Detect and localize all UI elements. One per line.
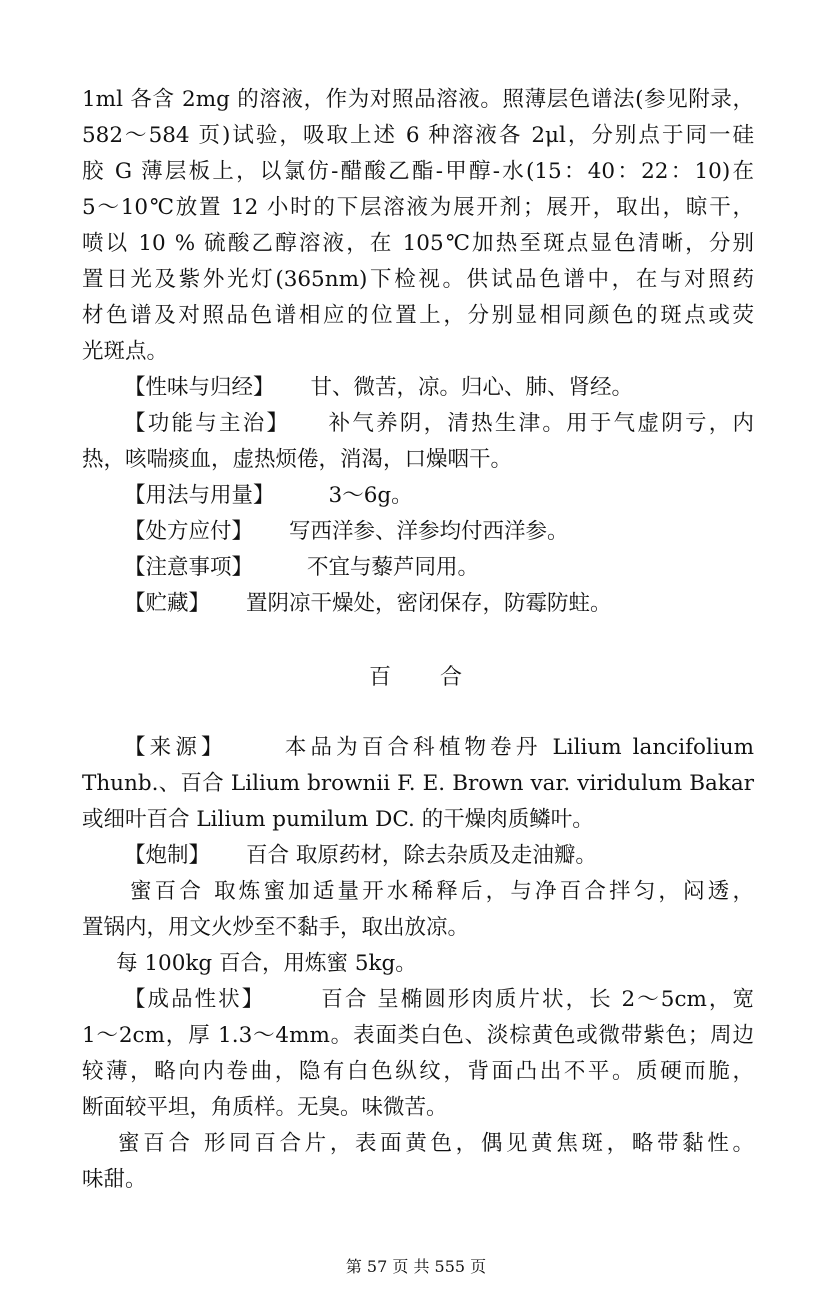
section-text: 不宜与藜芦同用。 <box>307 555 480 580</box>
page-title: 百 合 <box>368 665 464 690</box>
section-text: 置阴凉干燥处，密闭保存，防霉防蛀。 <box>246 591 612 616</box>
section-xingwei <box>124 370 754 406</box>
section-text: 补气养阴，清热生津。用于气虚阴亏，内 <box>326 411 754 436</box>
text-line: 胶 G 薄层板上，以氯仿-醋酸乙酯-甲醇-水(15：40：22：10)在 <box>82 159 754 184</box>
section-zhucang <box>124 586 754 622</box>
section-label: 【来源】 <box>124 735 227 760</box>
section-xingzhuang <box>124 982 754 1018</box>
section-paozhi <box>124 838 754 874</box>
section-laiyuan <box>124 730 754 766</box>
section-label: 【功能与主治】 <box>124 411 291 436</box>
section-text: 百合 呈椭圆形肉质片状，长 2～5cm，宽 <box>319 987 754 1012</box>
text-line: 光斑点。 <box>82 339 169 364</box>
section-label: 【贮藏】 <box>124 591 211 616</box>
text-line: 蜜百合 形同百合片，表面黄色，偶见黄焦斑，略带黏性。 <box>118 1131 754 1156</box>
text-line: 或细叶百合 Lilium pumilum DC. 的干燥肉质鳞叶。 <box>82 807 594 832</box>
section-text: 写西洋参、洋参均付西洋参。 <box>289 519 569 544</box>
section-gongneng <box>124 406 754 442</box>
text-line: 热，咳喘痰血，虚热烦倦，消渴，口燥咽干。 <box>82 447 513 472</box>
text-line: 1ml 各含 2mg 的溶液，作为对照品溶液。照薄层色谱法(参见附录， <box>82 87 754 112</box>
section-label: 【用法与用量】 <box>124 483 275 508</box>
text-line: 582～584 页)试验，吸取上述 6 种溶液各 2μl，分别点于同一硅 <box>82 123 754 148</box>
text-line: 置锅内，用文火炒至不黏手，取出放凉。 <box>82 915 470 940</box>
section-text: 百合 取原药材，除去杂质及走油瓣。 <box>246 843 597 868</box>
text-line: 断面较平坦，角质样。无臭。味微苦。 <box>82 1095 448 1120</box>
section-text: 本品为百合科植物卷丹 Lilium lancifolium <box>280 735 754 760</box>
section-text: 3～6g。 <box>328 483 413 508</box>
text-line: 喷以 10 % 硫酸乙醇溶液，在 105℃加热至斑点显色清晰，分别 <box>82 231 754 256</box>
text-line: 蜜百合 取炼蜜加适量开水稀释后，与净百合拌匀，闷透， <box>130 879 754 904</box>
section-text: 甘、微苦，凉。归心、肺、肾经。 <box>310 375 634 400</box>
text-line: 较薄，略向内卷曲，隐有白色纵纹，背面凸出不平。质硬而脆， <box>82 1059 754 1084</box>
text-line: 味甜。 <box>82 1167 147 1192</box>
section-label: 【性味与归经】 <box>124 375 275 400</box>
text-line: 1～2cm，厚 1.3～4mm。表面类白色、淡棕黄色或微带紫色；周边 <box>82 1023 754 1048</box>
section-zhuyi <box>124 550 754 586</box>
text-line: 每 100kg 百合，用炼蜜 5kg。 <box>116 951 417 976</box>
text-line: Thunb.、百合 Lilium brownii F. E. Brown var. viridulum Bakar <box>82 771 754 796</box>
page-footer: 第 57 页 共 555 页 <box>345 1257 487 1276</box>
section-chufang <box>124 514 754 550</box>
text-line: 材色谱及对照品色谱相应的位置上，分别显相同颜色的斑点或荧 <box>82 303 754 328</box>
section-label: 【炮制】 <box>124 843 211 868</box>
section-label: 【成品性状】 <box>124 987 266 1012</box>
section-label: 【注意事项】 <box>124 555 254 580</box>
section-label: 【处方应付】 <box>124 519 254 544</box>
section-yongfa <box>124 478 754 514</box>
text-line: 置日光及紫外光灯(365nm)下检视。供试品色谱中，在与对照药 <box>82 267 754 292</box>
text-line: 5～10℃放置 12 小时的下层溶液为展开剂；展开，取出，晾干， <box>82 195 754 220</box>
